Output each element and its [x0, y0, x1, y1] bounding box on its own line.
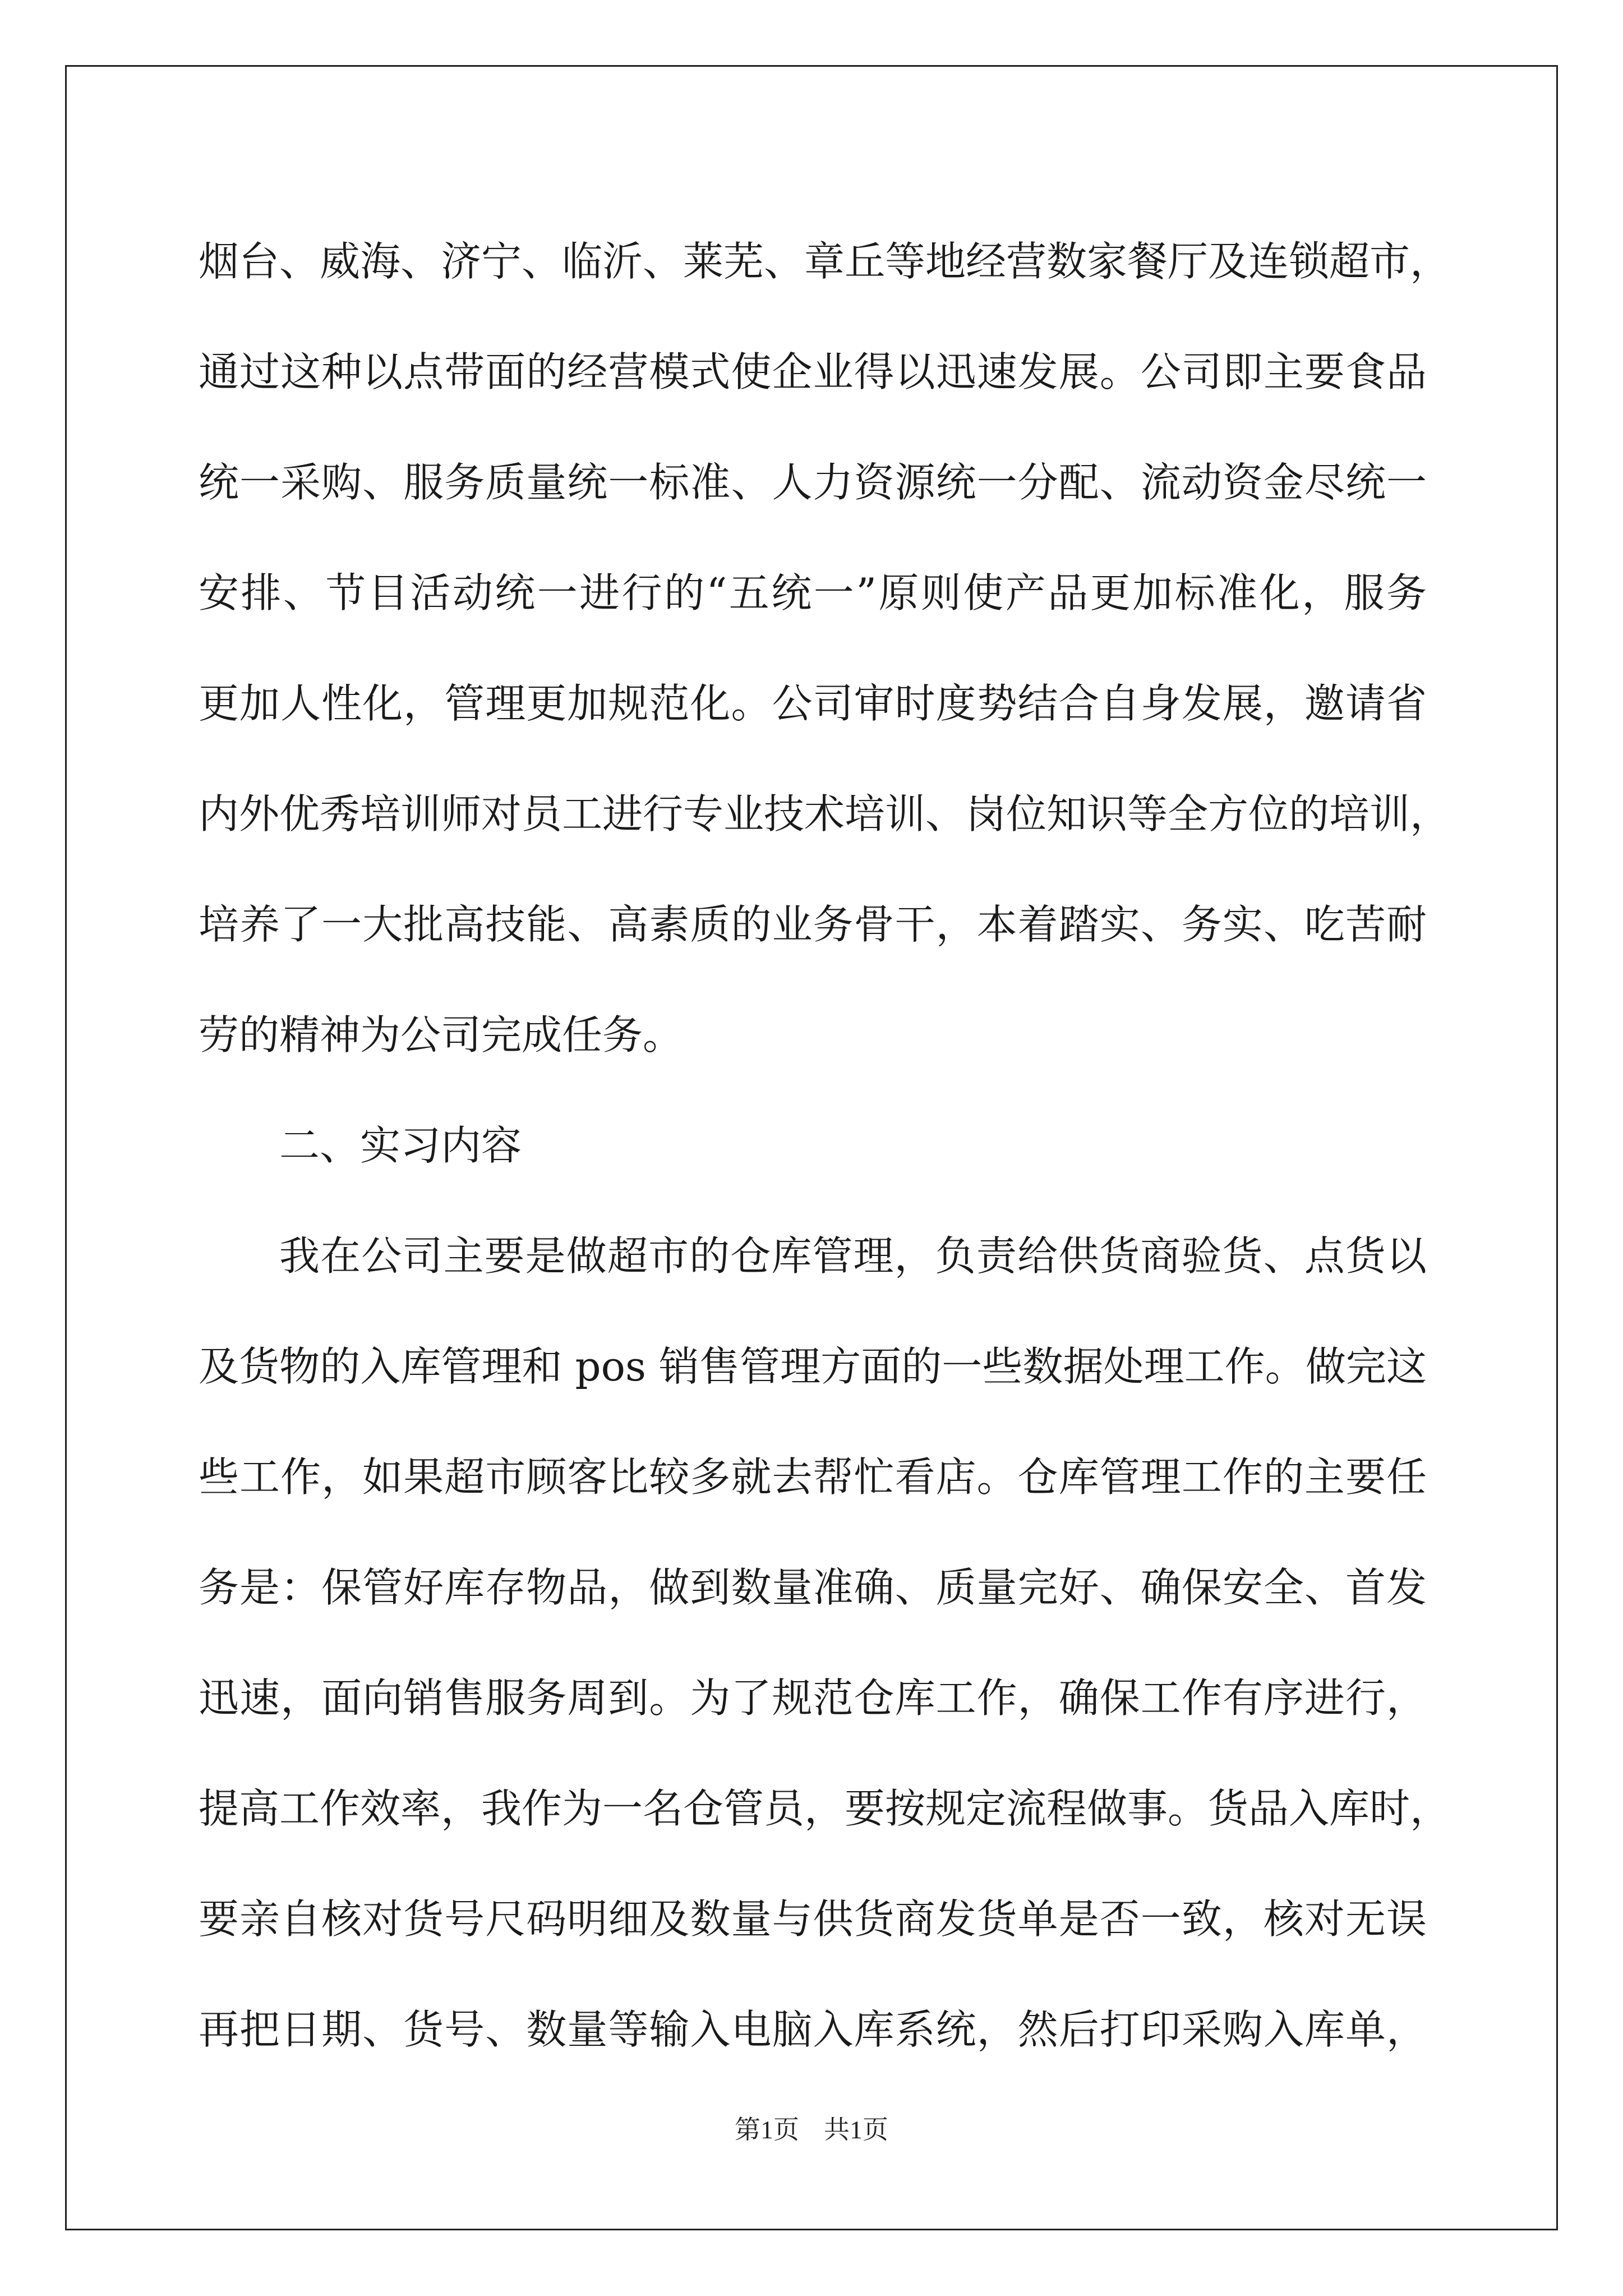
text-line: 及货物的入库管理和 pos 销售管理方面的一些数据处理工作。做完这	[199, 1343, 1427, 1390]
text-line: 再把日期、货号、数量等输入电脑入库系统，然后打印采购入库单，	[199, 2006, 1427, 2053]
page-footer	[0, 2109, 1623, 2146]
document-body	[199, 206, 1451, 2085]
text-line: 烟台、威海、济宁、临沂、莱芜、章丘等地经营数家餐厅及连锁超市，	[199, 238, 1451, 285]
text-line: 提高工作效率，我作为一名仓管员，要按规定流程做事。货品入库时，	[199, 1785, 1451, 1832]
text-line: 我在公司主要是做超市的仓库管理，负责给供货商验货、点货以	[279, 1232, 1427, 1280]
text-line: 迅速，面向销售服务周到。为了规范仓库工作，确保工作有序进行，	[199, 1674, 1427, 1722]
text-line: 培养了一大批高技能、高素质的业务骨干，本着踏实、务实、吃苦耐	[199, 901, 1427, 948]
text-line: 务是：保管好库存物品，做到数量准确、质量完好、确保安全、首发	[199, 1564, 1427, 1611]
page-total: 共1页	[824, 2115, 888, 2144]
page-number: 第1页	[735, 2115, 799, 2144]
text-line: 二、实习内容	[279, 1122, 522, 1169]
text-line: 统一采购、服务质量统一标准、人力资源统一分配、流动资金尽统一	[199, 459, 1427, 506]
text-line: 劳的精神为公司完成任务。	[199, 1011, 684, 1059]
text-line: 更加人性化，管理更加规范化。公司审时度势结合自身发展，邀请省	[199, 680, 1427, 727]
text-line: 些工作，如果超市顾客比较多就去帮忙看店。仓库管理工作的主要任	[199, 1453, 1427, 1501]
text-line: 安排、节目活动统一进行的“五统一”原则使产品更加标准化，服务	[199, 569, 1427, 616]
text-line: 内外优秀培训师对员工进行专业技术培训、岗位知识等全方位的培训，	[199, 790, 1451, 838]
text-line: 通过这种以点带面的经营模式使企业得以迅速发展。公司即主要食品	[199, 348, 1427, 395]
text-line: 要亲自核对货号尺码明细及数量与供货商发货单是否一致，核对无误	[199, 1895, 1427, 1943]
